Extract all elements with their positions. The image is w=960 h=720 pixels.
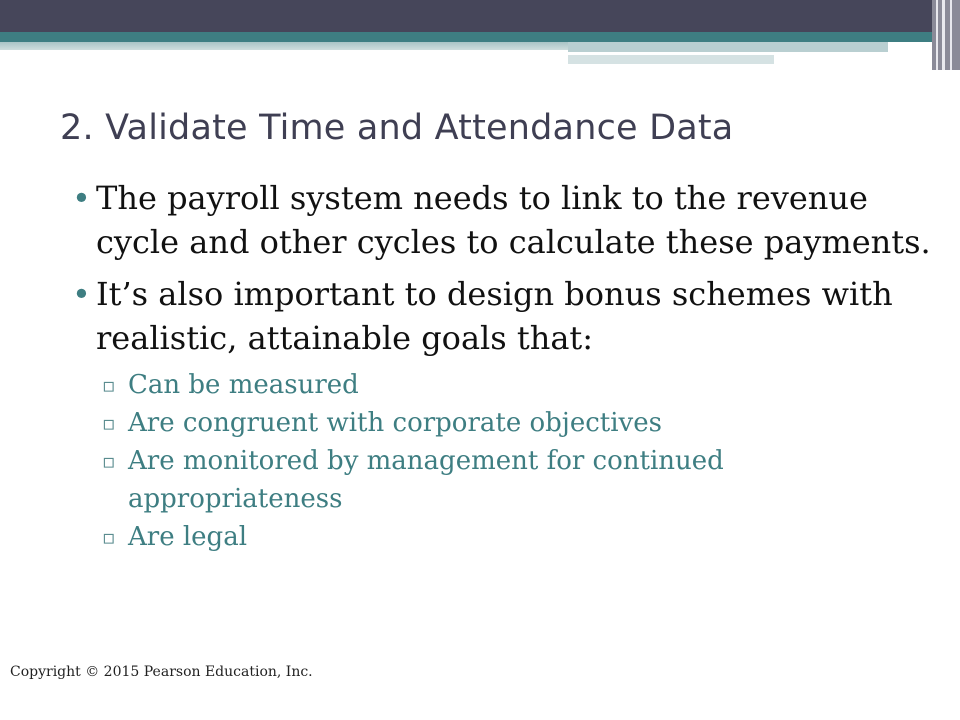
sub-bullet-text: Are legal [128,522,248,552]
sub-bullet-text: Are monitored by management for continued appropriateness [128,446,724,514]
header-light-band-lower [568,55,774,64]
bullet-text: It’s also important to design bonus schemes with realistic, attainable goals that: [96,275,893,357]
sub-bullet-item [102,404,932,442]
header-corner-line [936,0,938,70]
header-corner-line [950,0,952,70]
sub-bullet-square-icon: ▫ [102,373,116,397]
copyright-footer: Copyright © 2015 Pearson Education, Inc. [10,664,313,680]
header-light-band-right [568,42,888,52]
header-light-band-left [0,42,568,50]
bullet-text: The payroll system needs to link to the revenue cycle and other cycles to calculate these payments. [96,179,931,261]
slide-title: 2. Validate Time and Attendance Data [60,108,734,148]
bullet-item [72,272,932,360]
sub-bullet-item [102,518,932,556]
bullet-item [72,176,932,264]
header-accent-stripe [0,32,960,42]
sub-bullet-list [72,366,932,556]
sub-bullet-square-icon: ▫ [102,449,116,473]
header-bar [0,0,960,32]
sub-bullet-square-icon: ▫ [102,411,116,435]
sub-bullet-square-icon: ▫ [102,525,116,549]
bullet-dot-icon: • [72,275,91,313]
sub-bullet-item [102,366,932,404]
sub-bullet-item [102,442,932,518]
header-corner-line [942,0,945,70]
sub-bullet-text: Are congruent with corporate objectives [128,408,662,438]
slide-content [72,176,932,556]
sub-bullet-text: Can be measured [128,370,359,400]
bullet-dot-icon: • [72,179,91,217]
